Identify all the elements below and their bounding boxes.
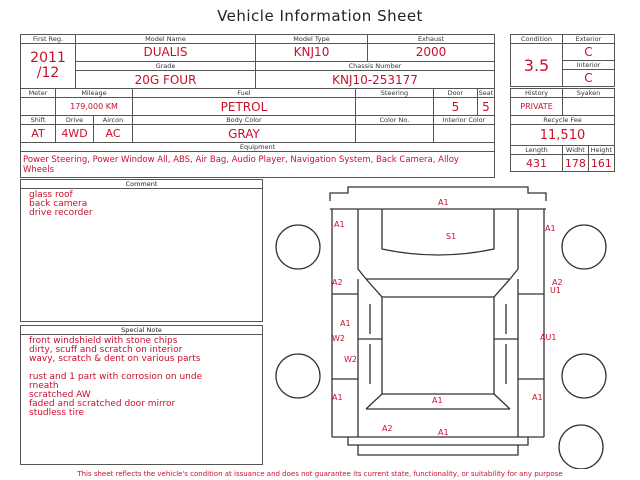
first-reg-month: /12 [36, 65, 60, 81]
model-name: DUALIS [76, 44, 256, 62]
comment-line: drive recorder [29, 208, 93, 218]
rear-bumper-outline [332, 437, 544, 445]
page-title: Vehicle Information Sheet [217, 7, 423, 25]
tire-front-left-icon [276, 225, 320, 269]
length: 431 [511, 155, 563, 172]
width: 178 [563, 155, 589, 172]
exterior-label: Exterior [563, 35, 615, 44]
meter-label: Meter [21, 89, 56, 98]
mileage-label: Mileage [56, 89, 133, 98]
damage-mark: S1 [446, 232, 457, 241]
comment-text [21, 189, 262, 220]
disclaimer-footer: This sheet reflects the vehicle's condition at issuance and does not guarantee its current state, functionality, or suitability for any purpose [77, 470, 563, 478]
grade: 20G FOUR [76, 71, 256, 89]
damage-mark: A1 [432, 396, 443, 405]
specs-table [20, 88, 495, 178]
drive-label: Drive [56, 116, 94, 125]
car-damage-diagram [270, 179, 620, 469]
damage-mark: A1 [532, 393, 543, 402]
rear-lower [358, 445, 518, 455]
damage-mark: W2 [332, 334, 345, 343]
comment-line: back camera [29, 199, 88, 209]
exhaust-label: Exhaust [368, 35, 495, 44]
fuel-label: Fuel [133, 89, 356, 98]
length-label: Length [511, 146, 563, 155]
steering [355, 98, 433, 116]
syaken [563, 98, 615, 116]
comment-line: glass roof [29, 190, 73, 200]
condition-grade: 3.5 [511, 44, 563, 87]
chassis: KNJ10-253177 [256, 71, 495, 89]
note-line: front windshield with stone chips [29, 336, 178, 346]
seat: 5 [477, 98, 494, 116]
header-table [20, 34, 495, 89]
width-label: Widht [563, 146, 589, 155]
first-reg-year: 2011 [30, 50, 66, 66]
body-color: GRAY [133, 125, 356, 143]
note-line: studless tire [29, 408, 84, 418]
drive: 4WD [56, 125, 94, 143]
note-line: faded and scratched door mirror [29, 399, 176, 409]
condition-label: Condition [511, 35, 563, 44]
height-label: Height [588, 146, 614, 155]
windshield-outline [366, 279, 510, 297]
shift-label: Shift [21, 116, 56, 125]
aircon-label: Aircon [94, 116, 133, 125]
fuel: PETROL [133, 98, 356, 116]
damage-mark: A1 [438, 428, 449, 437]
first-reg-label: First Reg. [21, 35, 76, 44]
interior-grade: C [563, 70, 615, 87]
seat-label: Seat [478, 89, 494, 97]
special-note-label: Special Note [21, 326, 262, 335]
damage-mark: U1 [550, 286, 561, 295]
recycle: 11,510 [511, 125, 615, 146]
note-line: rust and 1 part with corrosion on unde [29, 372, 203, 382]
equipment: Power Steering, Power Window All, ABS, Air Bag, Audio Player, Navigation System, Back Camera, Alloy Wheels [21, 152, 495, 178]
note-line: dirty, scuff and scratch on interior [29, 345, 183, 355]
interior-color [433, 125, 494, 143]
first-reg-cell [21, 44, 76, 89]
exhaust: 2000 [368, 44, 495, 62]
chassis-label: Chassis Number [256, 61, 495, 70]
damage-mark: A2 [332, 278, 343, 287]
damage-mark: AU1 [540, 333, 557, 342]
special-note-box [20, 325, 263, 465]
damage-mark: A1 [332, 393, 343, 402]
height: 161 [588, 155, 614, 172]
tire-rear-left-icon [276, 354, 320, 398]
damage-mark: A1 [545, 224, 556, 233]
damage-mark: A1 [340, 319, 351, 328]
damage-mark: A2 [552, 278, 563, 287]
syaken-label: Syaken [563, 89, 615, 98]
damage-mark: A1 [334, 220, 345, 229]
model-type: KNJ10 [256, 44, 368, 62]
damage-mark: A2 [382, 424, 393, 433]
door: 5 [433, 98, 477, 116]
right-side-outline [518, 209, 544, 437]
color-no [355, 125, 433, 143]
aircon: AC [94, 125, 133, 143]
history: PRIVATE [511, 98, 563, 116]
condition-table [510, 34, 615, 87]
special-note-text [21, 335, 262, 420]
damage-mark: A1 [438, 198, 449, 207]
door-label: Door [433, 89, 477, 98]
body-color-label: Body Color [133, 116, 356, 125]
shift: AT [21, 125, 56, 143]
note-line: rneath [29, 381, 59, 391]
grade-label: Grade [76, 61, 256, 70]
hood-center [382, 209, 494, 255]
comment-box [20, 179, 263, 322]
tire-front-right-icon [562, 225, 606, 269]
exterior-grade: C [563, 44, 615, 61]
model-type-label: Model Type [256, 35, 368, 44]
color-no-label: Color No. [355, 116, 433, 125]
damage-mark: W2 [344, 355, 357, 364]
note-line: scratched AW [29, 390, 91, 400]
interior-label: Interior [563, 61, 615, 70]
tire-rear-right-icon [562, 354, 606, 398]
comment-label: Comment [21, 180, 262, 189]
history-table [510, 88, 615, 172]
interior-color-label: Interior Color [433, 116, 494, 125]
equipment-label: Equipment [21, 143, 495, 152]
history-label: History [511, 89, 563, 98]
recycle-label: Recycle Fee [511, 116, 615, 125]
roof-outline [382, 297, 494, 394]
mileage: 179,000 KM [56, 98, 133, 116]
steering-label: Steering [355, 89, 433, 98]
spare-tire-icon [559, 425, 603, 469]
model-name-label: Model Name [76, 35, 256, 44]
note-line: wavy, scratch & dent on various parts [29, 354, 201, 364]
